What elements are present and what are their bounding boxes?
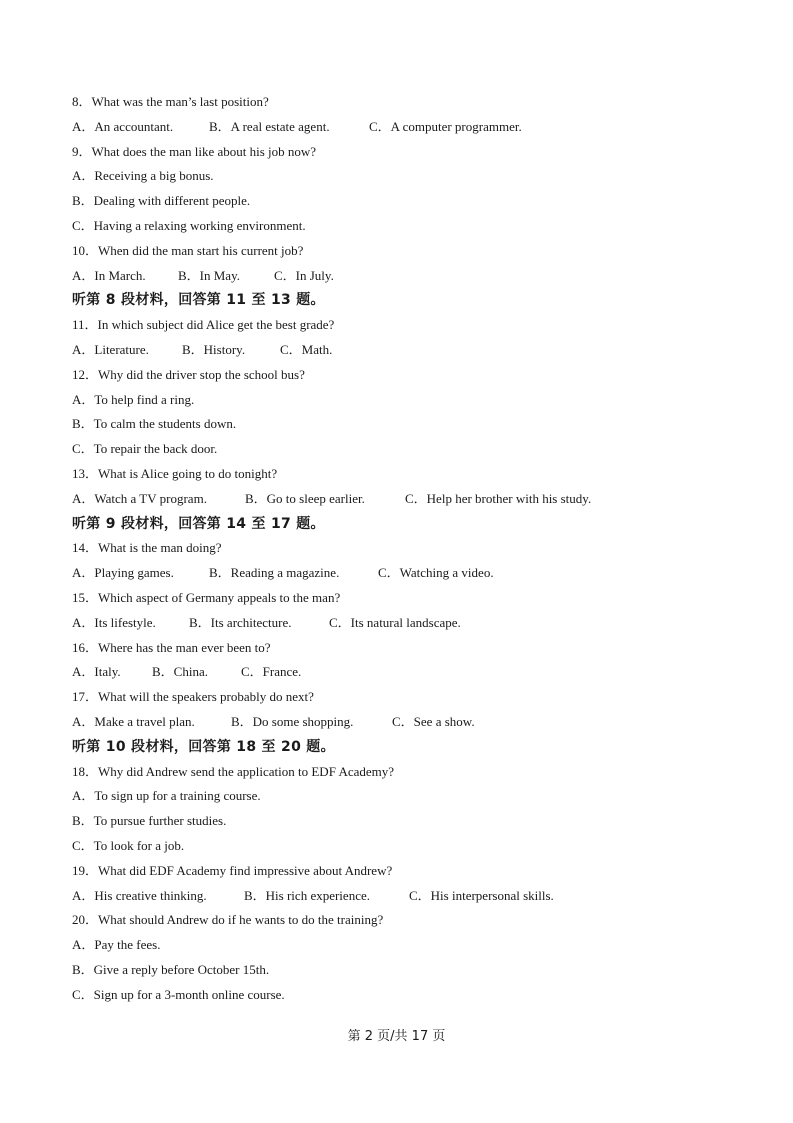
option-16-c: C．France. — [241, 664, 302, 680]
option-18-b: B．To pursue further studies. — [72, 813, 227, 829]
option-12-b: B．To calm the students down. — [72, 416, 237, 432]
option-14-b: B．Reading a magazine. — [209, 565, 340, 581]
option-15-c: C．Its natural landscape. — [329, 614, 461, 630]
option-19-a: A．His creative thinking. — [72, 887, 207, 903]
question-9: 9．What does the man like about his job now? — [72, 143, 317, 159]
option-9-c: C．Having a relaxing working environment. — [72, 217, 306, 233]
section-heading-8: 听第 8 段材料，回答第 11 至 13 题。 — [72, 292, 325, 309]
question-19: 19．What did EDF Academy find impressive about Andrew? — [72, 862, 393, 878]
option-15-b: B．Its architecture. — [189, 614, 292, 630]
question-12: 12．Why did the driver stop the school bus? — [72, 366, 305, 382]
options-10 — [72, 264, 752, 289]
option-17-a: A．Make a travel plan. — [72, 713, 195, 729]
options-15 — [72, 611, 752, 636]
page-content — [72, 90, 752, 1007]
option-9-a: A．Receiving a big bonus. — [72, 168, 214, 184]
option-8-b: B．A real estate agent. — [209, 118, 330, 134]
page-footer: 第 2 页/共 17 页 — [347, 1029, 446, 1044]
option-19-b: B．His rich experience. — [244, 887, 370, 903]
question-8: 8．What was the man’s last position? — [72, 94, 269, 109]
option-8-c: C．A computer programmer. — [369, 118, 522, 134]
question-15: 15．Which aspect of Germany appeals to the man? — [72, 589, 341, 605]
question-13: 13．What is Alice going to do tonight? — [72, 465, 278, 481]
option-11-a: A．Literature. — [72, 341, 149, 357]
question-16: 16．Where has the man ever been to? — [72, 639, 271, 655]
option-12-a: A．To help find a ring. — [72, 391, 195, 407]
options-17 — [72, 710, 752, 735]
options-13 — [72, 487, 752, 512]
option-20-b: B．Give a reply before October 15th. — [72, 961, 270, 977]
option-14-c: C．Watching a video. — [378, 565, 494, 581]
option-18-c: C．To look for a job. — [72, 837, 185, 853]
option-16-a: A．Italy. — [72, 664, 121, 680]
option-10-c: C．In July. — [274, 267, 334, 283]
option-19-c: C．His interpersonal skills. — [409, 887, 554, 903]
section-heading-10: 听第 10 段材料，回答第 18 至 20 题。 — [72, 738, 335, 755]
option-13-c: C．Help her brother with his study. — [405, 490, 592, 506]
question-11: 11．In which subject did Alice get the best grade? — [72, 317, 335, 333]
question-10: 10．When did the man start his current job? — [72, 242, 304, 258]
section-heading-9: 听第 9 段材料，回答第 14 至 17 题。 — [72, 515, 325, 532]
option-17-b: B．Do some shopping. — [231, 713, 354, 729]
option-8-a: A．An accountant. — [72, 118, 174, 134]
options-19 — [72, 884, 752, 909]
option-11-c: C．Math. — [280, 341, 333, 357]
option-20-a: A．Pay the fees. — [72, 937, 161, 953]
options-11 — [72, 338, 752, 363]
option-11-b: B．History. — [182, 341, 246, 357]
question-18: 18．Why did Andrew send the application to EDF Academy? — [72, 763, 395, 779]
option-10-a: A．In March. — [72, 267, 146, 283]
question-20: 20．What should Andrew do if he wants to do the training? — [72, 912, 384, 928]
option-18-a: A．To sign up for a training course. — [72, 788, 261, 804]
options-8 — [72, 115, 752, 140]
option-12-c: C．To repair the back door. — [72, 441, 218, 457]
option-10-b: B．In May. — [178, 267, 240, 283]
option-13-a: A．Watch a TV program. — [72, 490, 207, 506]
option-16-b: B．China. — [152, 664, 208, 680]
question-17: 17．What will the speakers probably do next? — [72, 689, 314, 705]
option-13-b: B．Go to sleep earlier. — [245, 490, 365, 506]
option-9-b: B．Dealing with different people. — [72, 193, 251, 209]
option-15-a: A．Its lifestyle. — [72, 614, 156, 630]
option-17-c: C．See a show. — [392, 713, 475, 729]
question-14: 14．What is the man doing? — [72, 540, 222, 556]
option-20-c: C．Sign up for a 3-month online course. — [72, 986, 285, 1002]
options-16 — [72, 660, 752, 685]
option-14-a: A．Playing games. — [72, 565, 174, 581]
options-14 — [72, 561, 752, 586]
